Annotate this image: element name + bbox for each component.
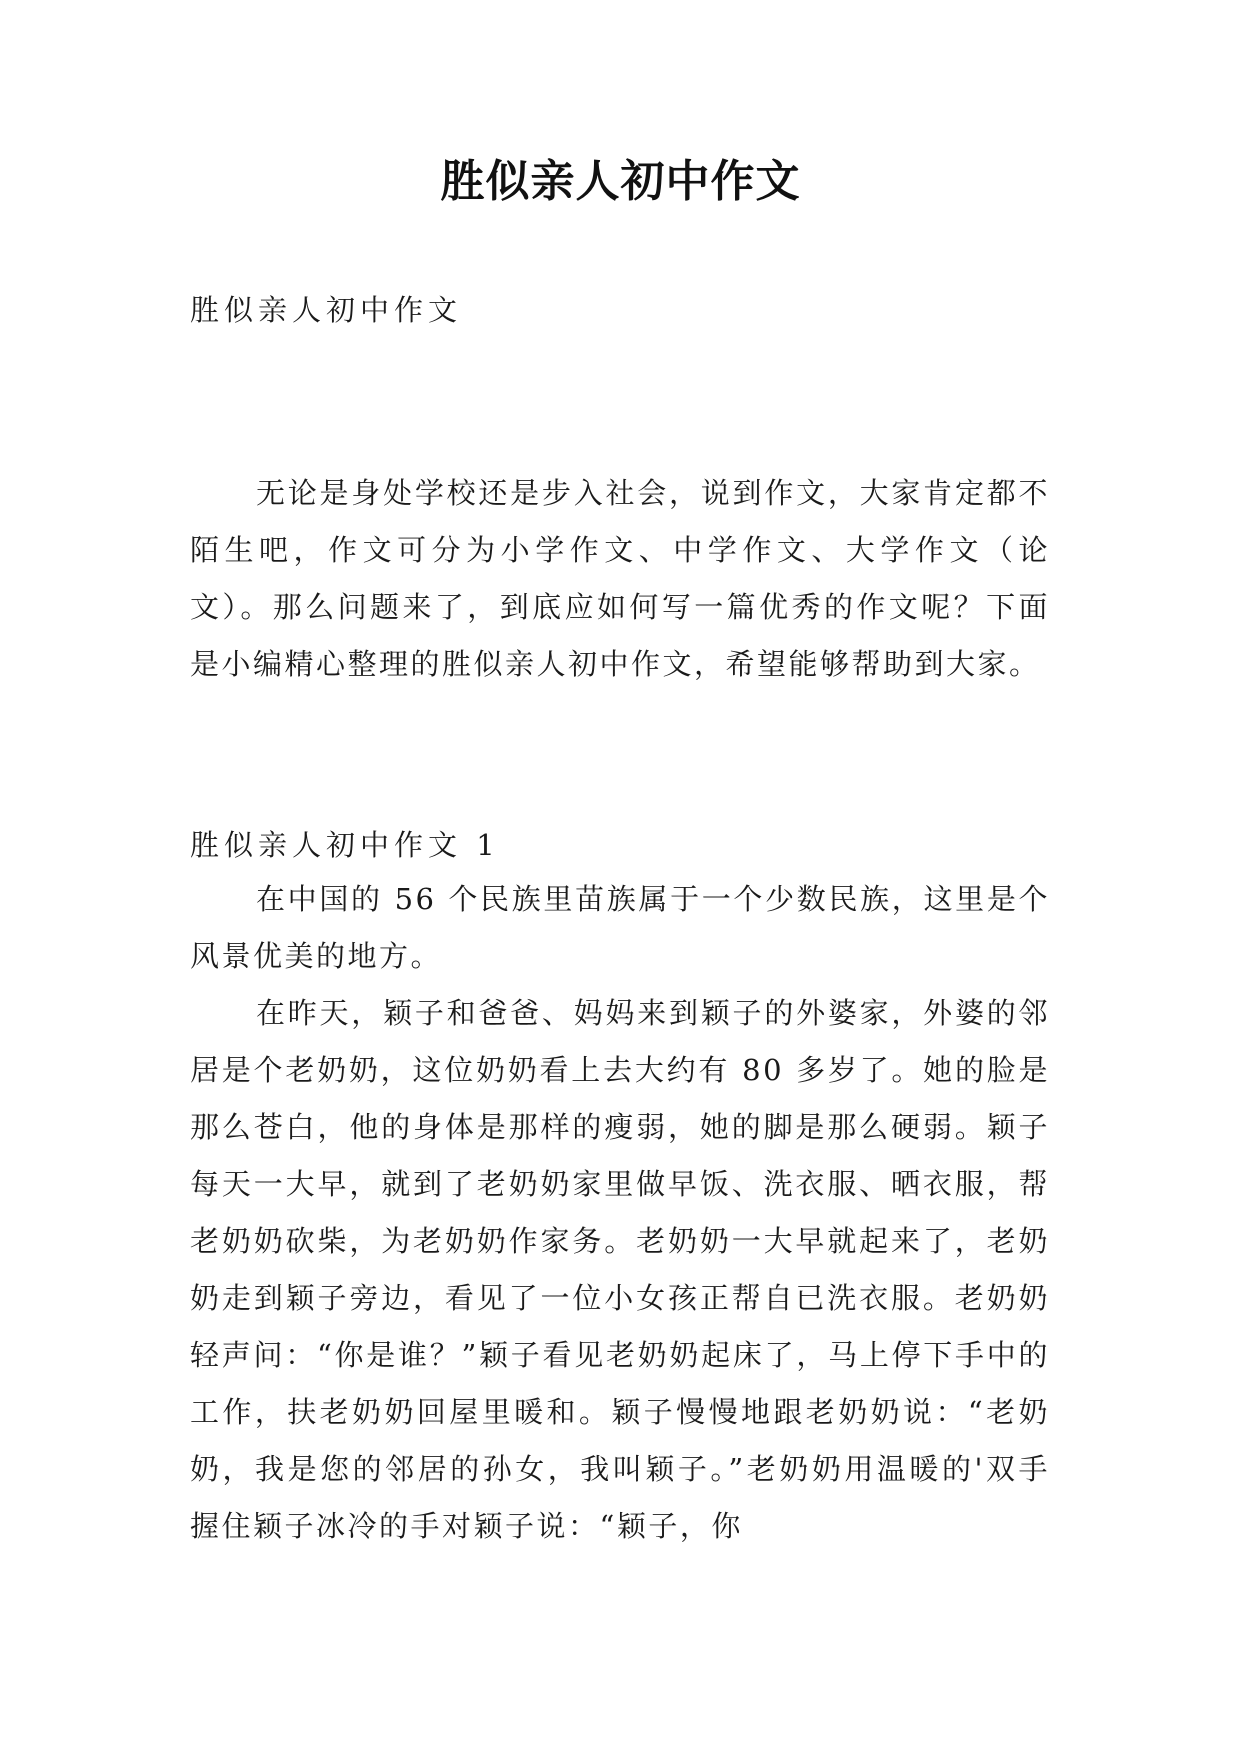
- document-title: 胜似亲人初中作文: [440, 156, 801, 207]
- document-subtitle: 胜似亲人初中作文: [190, 293, 463, 327]
- body-paragraph: 在中国的 56 个民族里苗族属于一个少数民族，这里是个风景优美的地方。: [190, 882, 1050, 973]
- intro-paragraph: 无论是身处学校还是步入社会，说到作文，大家肯定都不陌生吧，作文可分为小学作文、中学作文、大学作文（论文）。那么问题来了，到底应如何写一篇优秀的作文呢？下面是小编精心整理的胜似亲人初中作文，希望能够帮助到大家。: [190, 476, 1050, 681]
- section-heading: 胜似亲人初中作文 1: [190, 828, 500, 862]
- body-paragraph: 在昨天，颖子和爸爸、妈妈来到颖子的外婆家，外婆的邻居是个老奶奶，这位奶奶看上去大约有 80 多岁了。她的脸是那么苍白，他的身体是那样的瘦弱，她的脚是那么硬弱。颖子每天一大早，就到了老奶奶家里做早饭、洗衣服、晒衣服，帮老奶奶砍柴，为老奶奶作家务。老奶奶一大早就起来了，老奶奶走到颖子旁边，看见了一位小女孩正帮自已洗衣服。老奶奶轻声问：“你是谁？”颖子看见老奶奶起床了，马上停下手中的工作，扶老奶奶回屋里暖和。颖子慢慢地跟老奶奶说：“老奶奶，我是您的邻居的孙女，我叫颖子。”老奶奶用温暖的'双手握住颖子冰冷的手对颖子说：“颖子，你: [190, 996, 1050, 1543]
